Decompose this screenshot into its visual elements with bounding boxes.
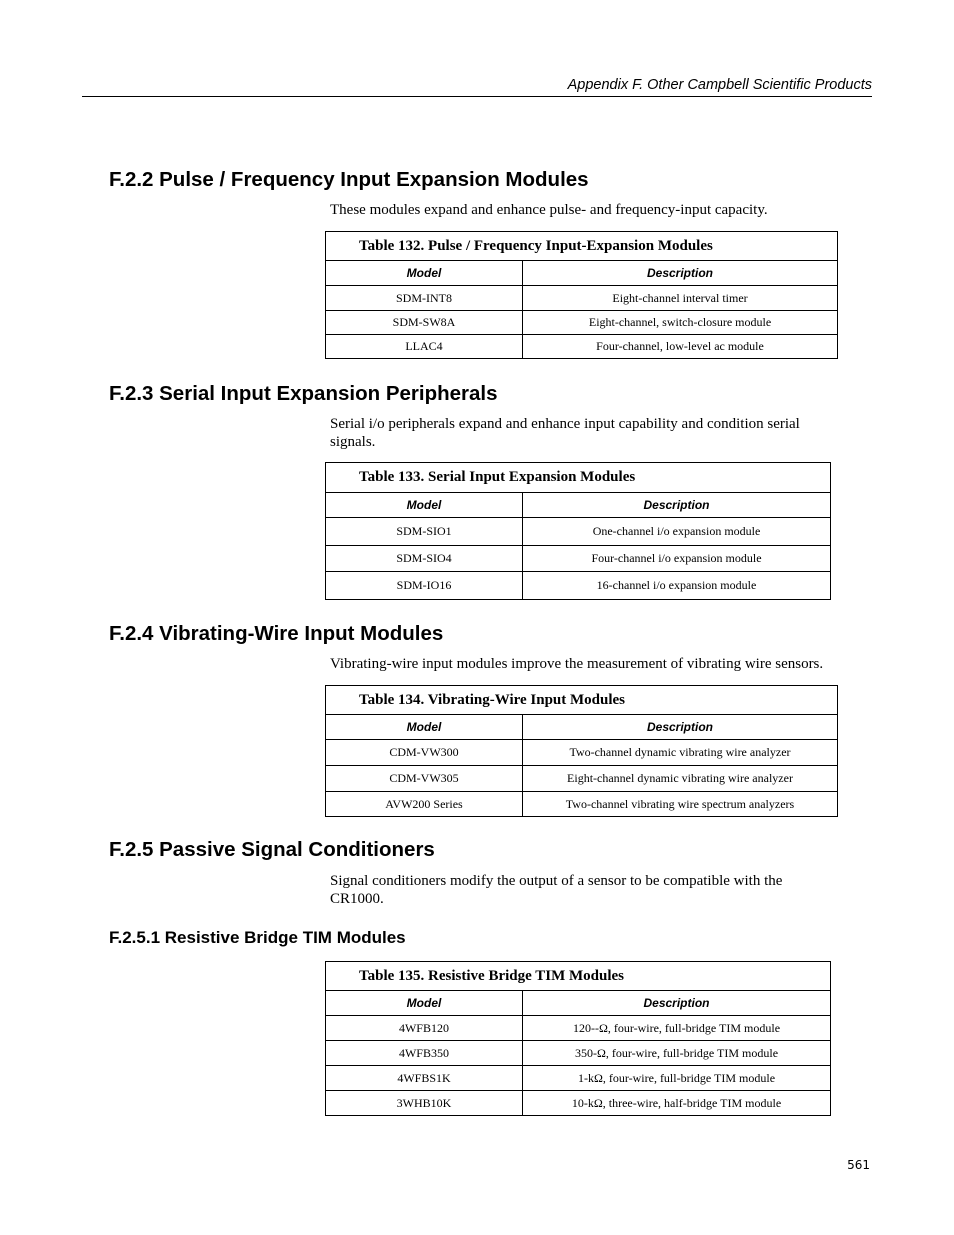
description-cell: 120--Ω, four-wire, full-bridge TIM module	[523, 1016, 831, 1041]
model-cell: LLAC4	[326, 335, 523, 359]
table-caption: Table 132. Pulse / Frequency Input-Expansion Modules	[325, 231, 838, 260]
table-row	[326, 766, 838, 792]
section-heading-f-2-3: F.2.3 Serial Input Expansion Peripherals	[109, 382, 498, 405]
description-cell: 350-Ω, four-wire, full-bridge TIM module	[523, 1041, 831, 1066]
column-header-description: Description	[523, 261, 838, 286]
description-cell: One-channel i/o expansion module	[523, 518, 831, 546]
model-cell: SDM-SIO1	[326, 518, 523, 546]
column-header-description: Description	[523, 493, 831, 518]
section-intro-f-2-2: These modules expand and enhance pulse- and frequency-input capacity.	[330, 202, 768, 218]
description-cell: Four-channel i/o expansion module	[523, 546, 831, 572]
model-cell: SDM-SIO4	[326, 546, 523, 572]
model-cell: SDM-IO16	[326, 572, 523, 600]
table-row	[326, 311, 838, 335]
section-heading-f-2-2: F.2.2 Pulse / Frequency Input Expansion Modules	[109, 168, 589, 191]
description-cell: Two-channel dynamic vibrating wire analyzer	[523, 740, 838, 766]
table-row	[326, 546, 831, 572]
description-cell: 16-channel i/o expansion module	[523, 572, 831, 600]
description-cell: Eight-channel dynamic vibrating wire analyzer	[523, 766, 838, 792]
table-row	[326, 1016, 831, 1041]
section-intro-f-2-4: Vibrating-wire input modules improve the measurement of vibrating wire sensors.	[330, 656, 824, 672]
model-cell: 4WFB120	[326, 1016, 523, 1041]
description-cell: Eight-channel interval timer	[523, 286, 838, 311]
description-cell: Two-channel vibrating wire spectrum analyzers	[523, 792, 838, 817]
table-row	[326, 1091, 831, 1116]
table-header-row	[326, 493, 831, 518]
column-header-model: Model	[326, 493, 523, 518]
section-heading-f-2-5-1: F.2.5.1 Resistive Bridge TIM Modules	[109, 928, 406, 947]
table-row	[326, 572, 831, 600]
table-header-row	[326, 261, 838, 286]
table-row	[326, 1066, 831, 1091]
table-132	[325, 231, 838, 359]
description-cell: 10-kΩ, three-wire, half-bridge TIM module	[523, 1091, 831, 1116]
column-header-model: Model	[326, 261, 523, 286]
column-header-model: Model	[326, 991, 523, 1016]
running-head: Appendix F. Other Campbell Scientific Products	[567, 77, 872, 93]
table-row	[326, 518, 831, 546]
table-caption: Table 135. Resistive Bridge TIM Modules	[325, 961, 831, 990]
section-heading-f-2-4: F.2.4 Vibrating-Wire Input Modules	[109, 622, 444, 645]
model-cell: CDM-VW300	[326, 740, 523, 766]
model-cell: SDM-INT8	[326, 286, 523, 311]
description-cell: Four-channel, low-level ac module	[523, 335, 838, 359]
table-row	[326, 792, 838, 817]
model-cell: 4WFB350	[326, 1041, 523, 1066]
table-caption: Table 134. Vibrating-Wire Input Modules	[325, 685, 838, 714]
model-cell: AVW200 Series	[326, 792, 523, 817]
section-heading-f-2-5: F.2.5 Passive Signal Conditioners	[109, 838, 435, 861]
column-header-model: Model	[326, 715, 523, 740]
table-header-row	[326, 715, 838, 740]
table-133	[325, 462, 831, 600]
table-row	[326, 1041, 831, 1066]
table-header-row	[326, 991, 831, 1016]
table-caption: Table 133. Serial Input Expansion Modules	[325, 462, 831, 492]
table-134	[325, 685, 838, 817]
model-cell: SDM-SW8A	[326, 311, 523, 335]
description-cell: Eight-channel, switch-closure module	[523, 311, 838, 335]
column-header-description: Description	[523, 715, 838, 740]
page-number: 561	[847, 1158, 870, 1172]
model-cell: 4WFBS1K	[326, 1066, 523, 1091]
model-cell: CDM-VW305	[326, 766, 523, 792]
section-intro-f-2-3: Serial i/o peripherals expand and enhance input capability and condition serial signals.	[330, 416, 800, 450]
table-row	[326, 740, 838, 766]
header-rule	[82, 96, 872, 97]
table-row	[326, 286, 838, 311]
section-intro-f-2-5: Signal conditioners modify the output of a sensor to be compatible with the CR1000.	[330, 873, 783, 907]
table-135	[325, 961, 831, 1116]
description-cell: 1-kΩ, four-wire, full-bridge TIM module	[523, 1066, 831, 1091]
model-cell: 3WHB10K	[326, 1091, 523, 1116]
column-header-description: Description	[523, 991, 831, 1016]
table-row	[326, 335, 838, 359]
